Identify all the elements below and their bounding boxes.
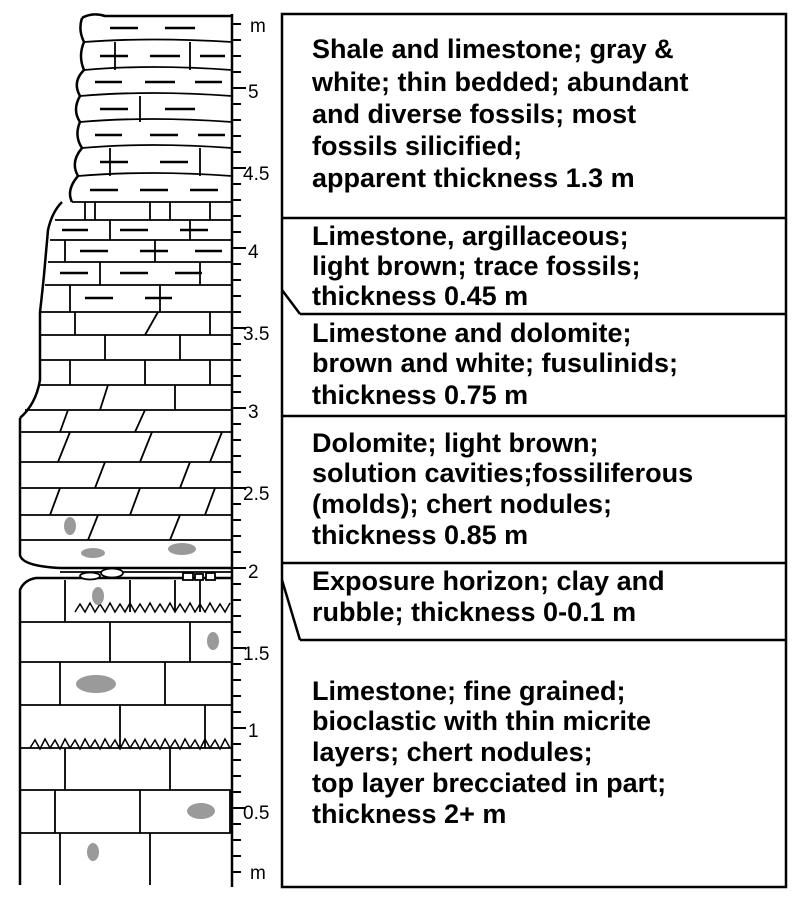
thickness-scale xyxy=(232,14,246,887)
chert-nodule xyxy=(87,843,99,861)
chert-nodule xyxy=(92,587,104,605)
unit-limestone-dolomite-description xyxy=(312,318,686,410)
litho-argillaceous-limestone xyxy=(40,202,232,312)
desc-line: Shale and limestone; gray & xyxy=(312,34,674,64)
scale-label-1.5: 1.5 xyxy=(243,644,270,665)
chert-nodule xyxy=(76,675,116,693)
litho-limestone-dolomite xyxy=(20,312,232,432)
desc-line: Dolomite; light brown; xyxy=(312,428,599,458)
desc-line: fossils silicified; xyxy=(312,131,523,161)
litho-fine-limestone xyxy=(20,578,232,885)
scale-label-5: 5 xyxy=(248,82,259,103)
desc-line: top layer brecciated in part; xyxy=(312,768,667,798)
desc-line: layers; chert nodules; xyxy=(312,737,593,767)
unit-exposure-horizon-description xyxy=(312,566,672,627)
desc-line: bioclastic with thin micrite xyxy=(312,706,652,736)
chert-nodule xyxy=(81,548,105,558)
desc-line: rubble; thickness 0-0.1 m xyxy=(312,597,637,627)
chert-nodule xyxy=(207,632,219,650)
leader-argillaceous xyxy=(282,290,300,314)
desc-line: thickness 0.75 m xyxy=(312,380,529,410)
desc-line: solution cavities;fossiliferous xyxy=(312,458,694,488)
desc-line: (molds); chert nodules; xyxy=(312,489,613,519)
scale-label-2.5: 2.5 xyxy=(243,484,270,505)
unit-shale-limestone-description xyxy=(311,34,696,193)
unit-argillaceous-limestone-description xyxy=(312,221,648,311)
scale-label-1: 1 xyxy=(248,721,259,742)
desc-line: brown and white; fusulinids; xyxy=(312,348,678,378)
desc-line: apparent thickness 1.3 m xyxy=(312,163,635,193)
desc-line: thickness 0.85 m xyxy=(312,520,529,550)
scale-ticks xyxy=(232,24,246,872)
unit-fine-limestone-description xyxy=(312,676,674,829)
desc-line: thickness 2+ m xyxy=(312,799,507,829)
scale-label-4.5: 4.5 xyxy=(243,164,270,185)
desc-line: Limestone, argillaceous; xyxy=(312,221,629,251)
unit-descriptions xyxy=(311,34,701,829)
unit-dolomite-description xyxy=(312,428,701,550)
scale-label-0.5: 0.5 xyxy=(243,803,270,824)
chert-nodule xyxy=(168,543,196,555)
chert-nodule xyxy=(64,517,76,535)
scale-label-3: 3 xyxy=(248,402,259,423)
desc-line: light brown; trace fossils; xyxy=(312,251,641,281)
desc-line: thickness 0.45 m xyxy=(312,281,529,311)
desc-line: Limestone; fine grained; xyxy=(312,676,626,706)
litho-dolomite xyxy=(20,418,232,568)
desc-line: Exposure horizon; clay and xyxy=(312,566,665,596)
scale-label-2: 2 xyxy=(248,562,259,583)
scale-unit-bottom: m xyxy=(250,863,266,884)
scale-label-3.5: 3.5 xyxy=(243,324,270,345)
leader-exposure xyxy=(282,580,300,640)
chert-nodule xyxy=(187,803,215,819)
scale-unit-top: m xyxy=(250,16,266,37)
lithology-column xyxy=(20,14,232,885)
litho-shale-limestone xyxy=(70,14,232,220)
scale-labels xyxy=(243,16,269,884)
scale-label-4: 4 xyxy=(248,242,259,263)
desc-line: Limestone and dolomite; xyxy=(312,318,632,348)
desc-line: and diverse fossils; most xyxy=(312,99,637,129)
desc-line: white; thin bedded; abundant xyxy=(312,67,689,97)
